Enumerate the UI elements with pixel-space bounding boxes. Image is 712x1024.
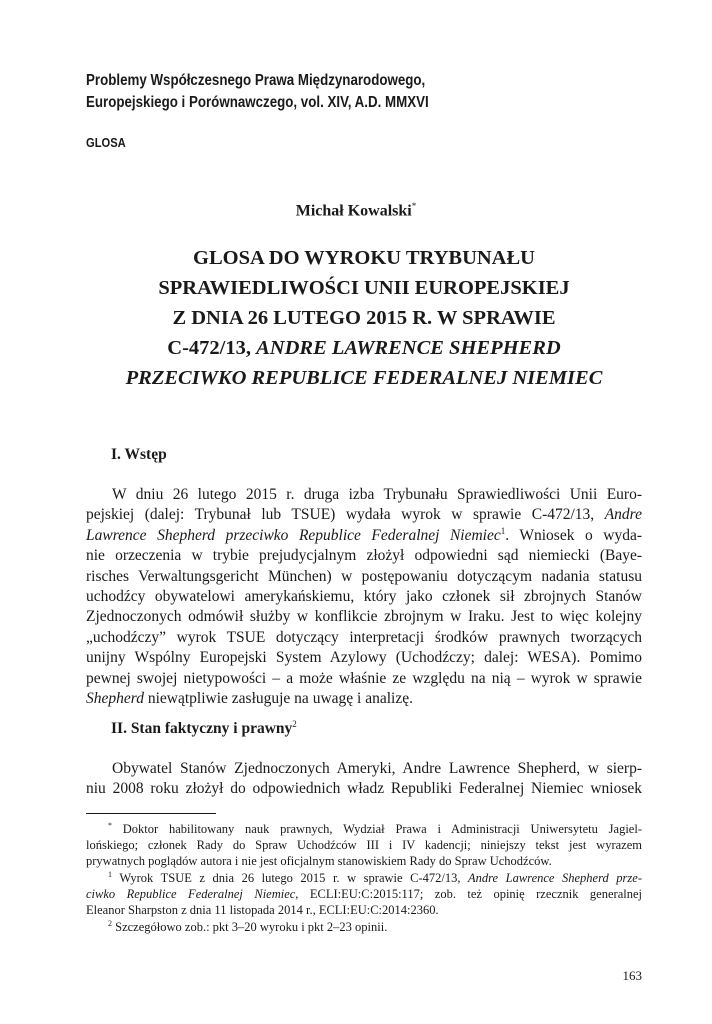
s1-line-11: Shepherd niewątpliwie zasługuje na uwagę i analizę. [86,689,413,707]
s1-line-4: nie orzeczenia w trybie prejudycjalnym złożył odpowiedni sąd niemiecki (Baye- [86,547,642,565]
journal-header [86,70,568,114]
section-2-paragraph [86,759,642,800]
title-line-2: SPRAWIEDLIWOŚCI UNII EUROPEJSKIEJ [158,277,570,299]
s1-line-8: „uchodźczy” wyrok TSUE dotyczący interpretacji środków prawnych tworzących [86,628,642,646]
footnote-1: $^1$ Wyrok TSUE z dnia 26 lutego 2015 r. w sprawie C-472/13, Andre Lawrence Shepherd prze- ciwko Republice Federalnej Niemiec, ECLI:EU:C:2015:117; zob. też opinię rzecznik generalnej Eleanor Sharpston z dnia 11 listopada 2014 r., ECLI:EU:C:2014:2360. [86,869,642,918]
footnote-author: * Doktor habilitowany nauk prawnych, Wydział Prawa i Administracji Uniwersytetu Jagiel- lońskiego; członek Rady do Spraw Uchodźców III i IV kadencji; niniejszy tekst jest wyrazem prywatnych poglądów autora i nie jest oficjalnym stanowiskiem Rady do Spraw Uchodźców. [86,820,642,869]
s1-line-5: risches Verwaltungsgericht München) w postępowaniu dotyczącym nadania statusu [86,567,642,585]
title-line-4 [86,333,642,363]
s1-line-9: unijny Wspólny Europejski System Azylowy (Uchodźczy; dalej: WESA). Pomimo [86,649,642,667]
s1-line-6: uchodźcy obywatelowi amerykańskiemu, który jako członek sił zbrojnych Stanów [86,587,642,605]
s2-line-2: niu 2008 roku złożył do odpowiednich władz Republiki Federalnej Niemiec wniosek [86,780,642,798]
journal-title-line-2: Europejskiego i Porównawczego, vol. XIV, A.D. MMXVI [86,94,429,111]
title-party-2: PRZECIWKO REPUBLICE FEDERALNEJ NIEMIEC [125,367,603,389]
author-footnote-mark[interactable]: * [411,201,417,211]
title-line-5 [86,363,642,393]
journal-title-line-1: Problemy Współczesnego Prawa Międzynarodowego, [86,72,426,89]
s1-line-7: Zjednoczonych odmówił służby w konflikcie zbrojnym w Iraku. Jest to więc kolejny [86,608,642,626]
case-name-italic: Lawrence Shepherd przeciwko Republice Federalnej Niemiec [86,526,501,544]
article-title [86,243,642,393]
s1-line-1: W dniu 26 lutego 2015 r. druga izba Trybunału Sprawiedliwości Unii Euro- [112,486,642,503]
section-1-paragraph [86,485,642,709]
title-case-number: C-472/13, [167,337,257,359]
author-name: Michał Kowalski [295,202,412,220]
footnote-2: $^2$ Szczegółowo zob.: pkt 3–20 wyroku i pkt 2–23 opinii. [108,918,388,934]
s1-line-10: pewnej swojej nietypowości – a może właśnie ze względu na nią – wyrok w sprawie [86,669,642,687]
title-line-3: Z DNIA 26 LUTEGO 2015 R. W SPRAWIE [172,307,556,329]
footnote-2-mark[interactable]: 2 [292,719,297,729]
section-tag: GLOSA [86,135,126,150]
title-party-1: ANDRE LAWRENCE SHEPHERD [256,337,561,359]
page-number: 163 [622,968,642,983]
s1-line-2: pejskiej (dalej: Trybunał lub TSUE) wydała wyrok w sprawie C-472/13, Andre [86,506,643,524]
footnote-separator [86,813,216,814]
footnote-1-mark[interactable]: 1 [500,525,506,536]
s2-line-1: Obywatel Stanów Zjednoczonych Ameryki, Andre Lawrence Shepherd, w sierp- [112,760,642,777]
section-2-heading: II. Stan faktyczny i prawny$^2$ [111,719,297,738]
author [0,201,712,220]
section-1-heading: I. Wstęp [111,446,167,463]
s1-line-3: Lawrence Shepherd przeciwko Republice Federalnej Niemiec$^1$. Wniosek o wyda- [86,525,642,544]
title-line-1: GLOSA DO WYROKU TRYBUNAŁU [193,247,535,269]
